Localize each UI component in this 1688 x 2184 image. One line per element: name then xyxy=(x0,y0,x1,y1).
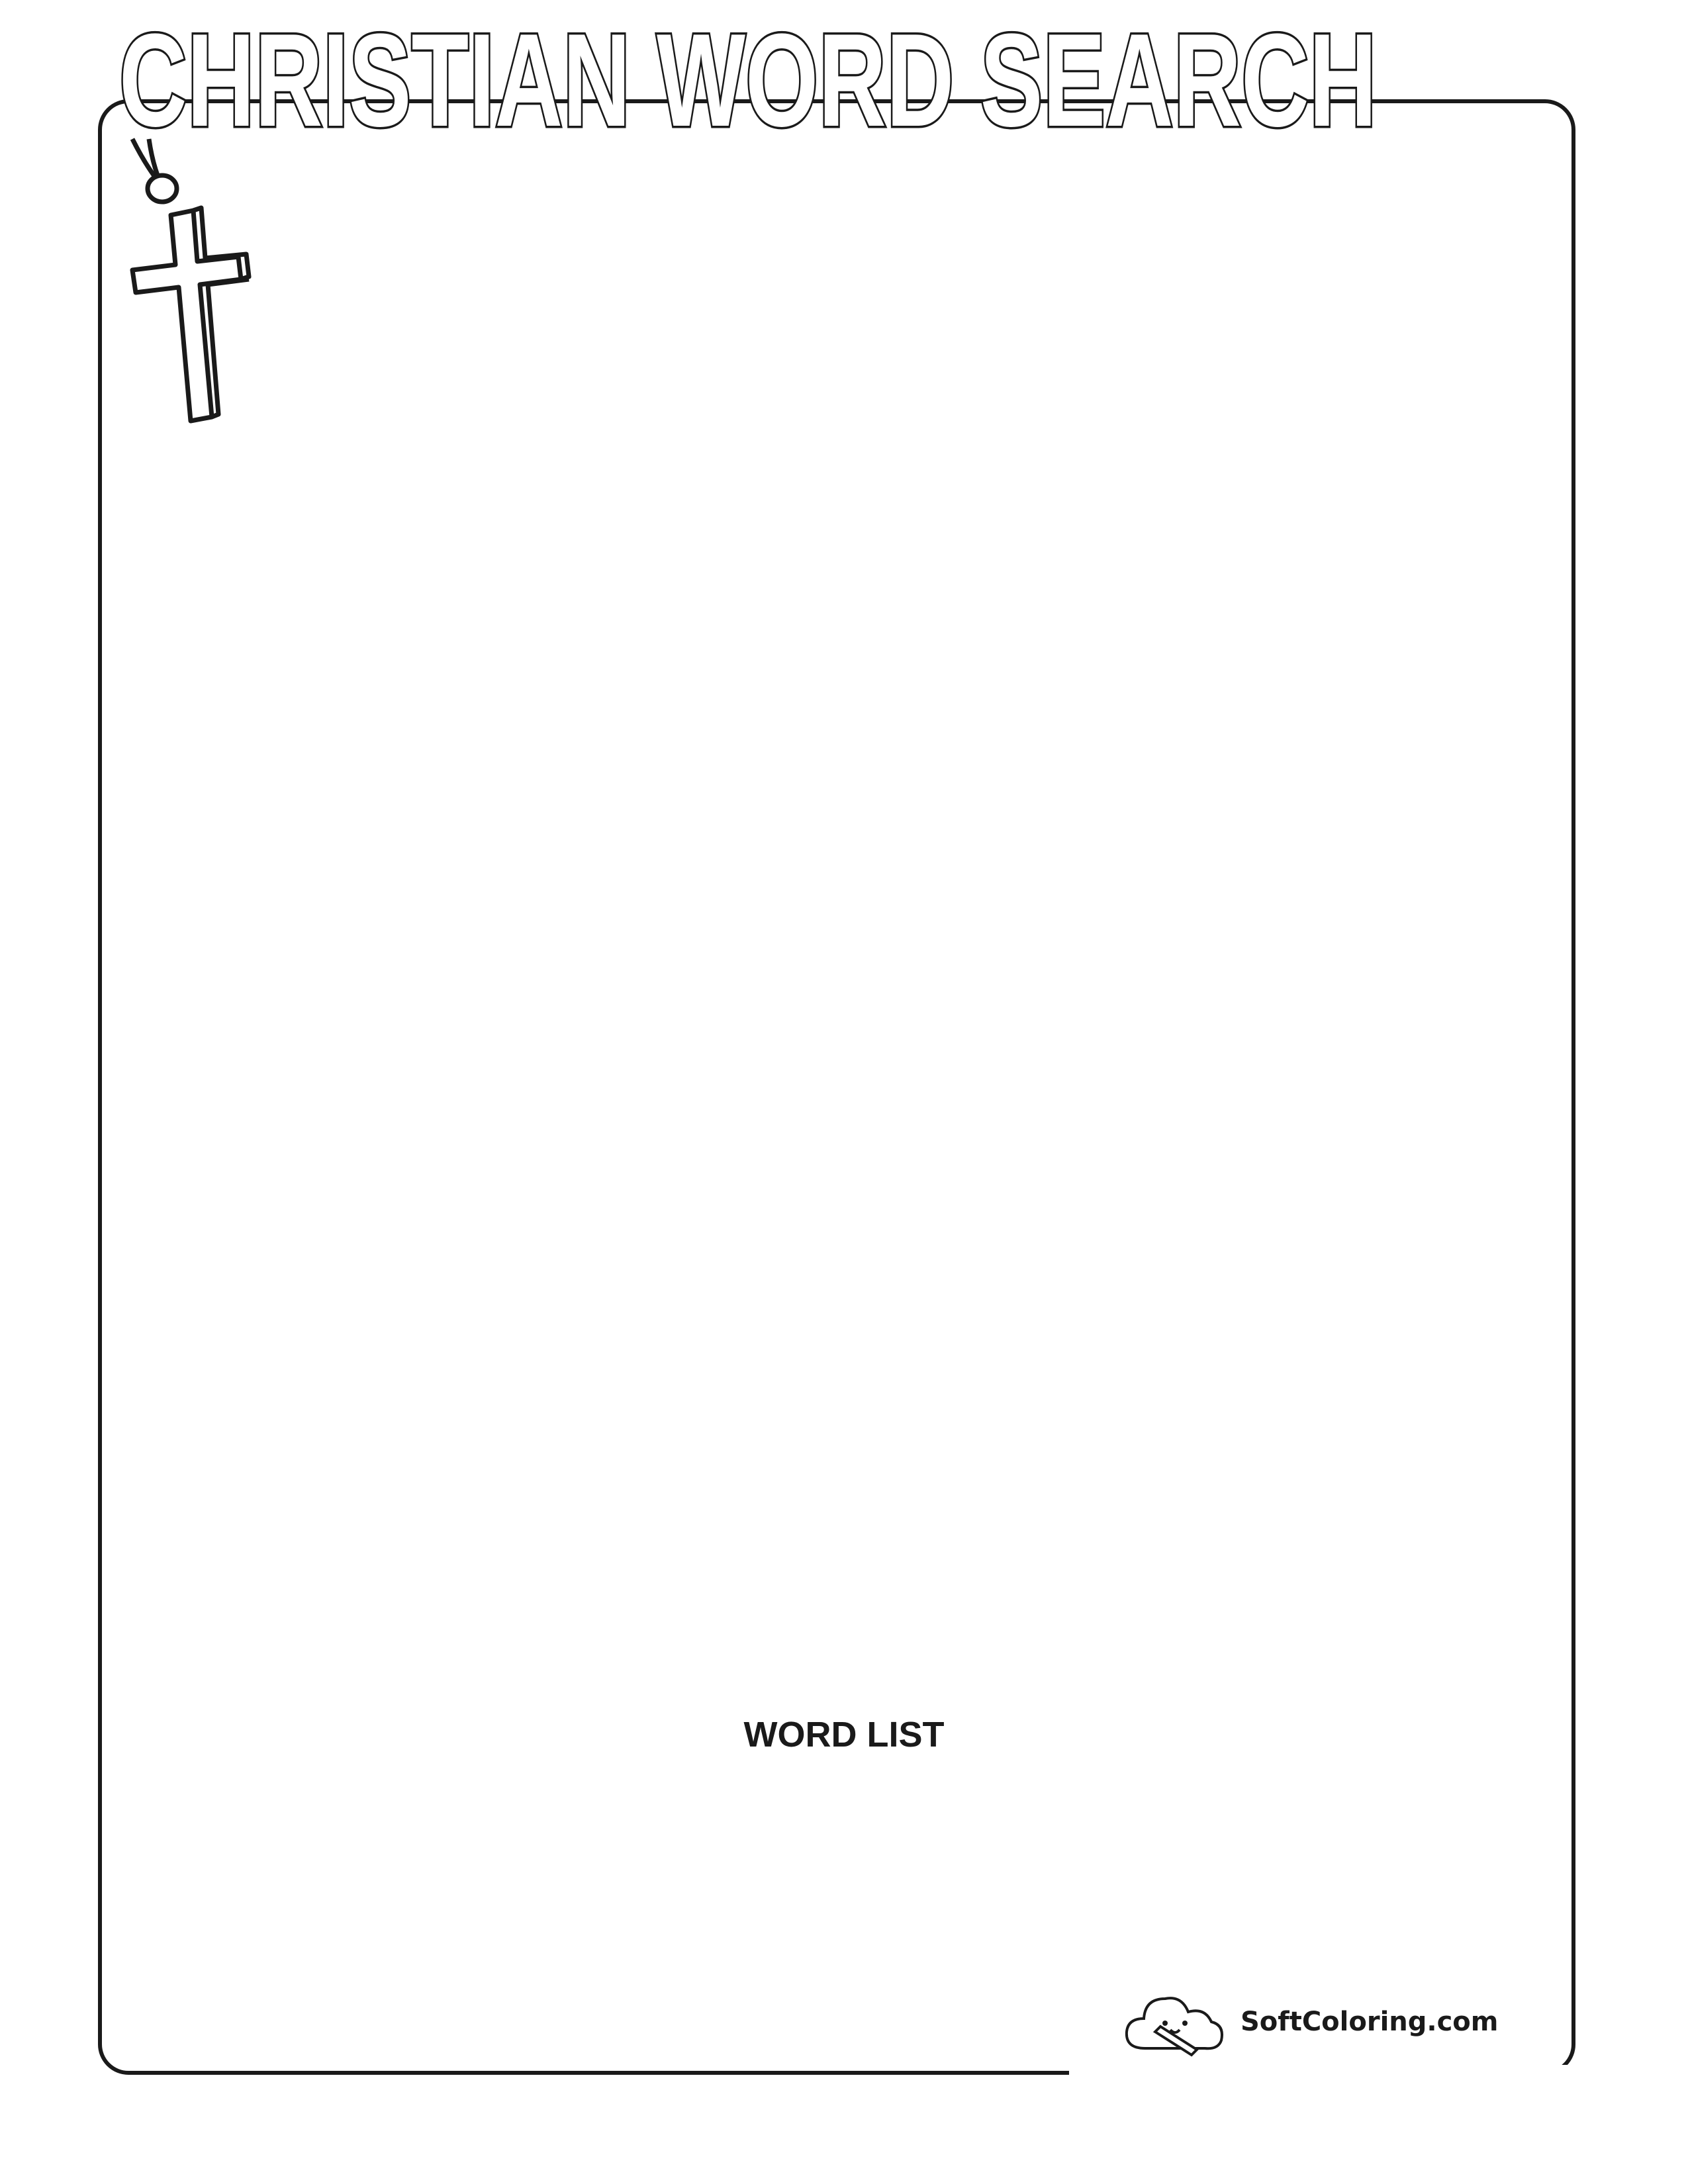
page-border xyxy=(98,99,1575,2075)
logo-text: SoftColoring.com xyxy=(1241,2007,1499,2037)
border-gap xyxy=(1069,2065,1569,2085)
cloud-pencil-icon xyxy=(1119,1982,1231,2062)
page-title: CHRISTIAN WORD SEARCH xyxy=(119,7,1377,154)
header-art xyxy=(119,7,1575,364)
word-list-title: WORD LIST xyxy=(743,1715,945,1754)
site-logo xyxy=(1119,1982,1498,2062)
header xyxy=(119,7,1575,364)
